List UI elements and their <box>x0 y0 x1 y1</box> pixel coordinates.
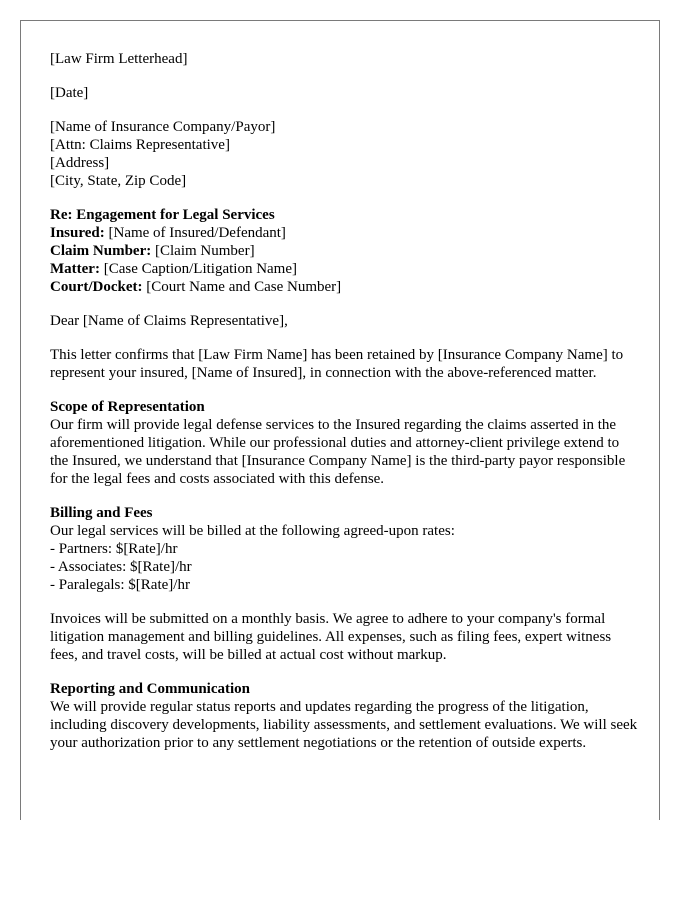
letter-body <box>50 50 640 768</box>
reporting-section <box>50 680 640 752</box>
intro-block <box>50 346 640 382</box>
re-court-value: [Court Name and Case Number] <box>146 279 342 295</box>
re-matter <box>50 260 640 278</box>
re-block <box>50 206 640 296</box>
date-block <box>50 84 640 102</box>
re-court-label: Court/Docket: <box>50 279 143 295</box>
recipient-city-state-zip: [City, State, Zip Code] <box>50 173 187 189</box>
salutation: Dear [Name of Claims Representative], <box>50 313 288 329</box>
billing-intro: Our legal services will be billed at the following agreed-upon rates: <box>50 523 455 539</box>
salutation-block <box>50 312 640 330</box>
re-claim <box>50 242 640 260</box>
re-claim-value: [Claim Number] <box>155 243 255 259</box>
invoices-block <box>50 610 640 664</box>
rate-associates: - Associates: $[Rate]/hr <box>50 559 192 575</box>
letterhead: [Law Firm Letterhead] <box>50 51 188 67</box>
re-insured-label: Insured: <box>50 225 105 241</box>
scope-heading: Scope of Representation <box>50 399 205 415</box>
rate-partners: - Partners: $[Rate]/hr <box>50 541 178 557</box>
rate-paralegals: - Paralegals: $[Rate]/hr <box>50 577 190 593</box>
billing-section <box>50 504 640 594</box>
letter-page <box>20 20 660 820</box>
re-claim-label: Claim Number: <box>50 243 152 259</box>
invoices-paragraph: Invoices will be submitted on a monthly basis. We agree to adhere to your company's formal litigation management and billing guidelines. All expenses, such as filing fees, expert witness fees, and travel costs, will be billed at actual cost without markup. <box>50 611 612 663</box>
re-subject: Re: Engagement for Legal Services <box>50 207 275 223</box>
reporting-heading: Reporting and Communication <box>50 681 251 697</box>
re-matter-label: Matter: <box>50 261 100 277</box>
recipient-address <box>50 118 640 190</box>
letterhead-block <box>50 50 640 68</box>
recipient-attn: [Attn: Claims Representative] <box>50 137 230 153</box>
re-insured <box>50 224 640 242</box>
recipient-company: [Name of Insurance Company/Payor] <box>50 119 276 135</box>
reporting-paragraph: We will provide regular status reports and updates regarding the progress of the litigation, including discovery developments, liability assessments, and settlement evaluations. We will seek your authorization prior to any settlement negotiations or the retention of outside experts. <box>50 699 638 751</box>
intro-paragraph: This letter confirms that [Law Firm Name] has been retained by [Insurance Company Name] to represent your insured, [Name of Insured], in connection with the above-referenced matter. <box>50 347 624 381</box>
re-court <box>50 278 640 296</box>
re-matter-value: [Case Caption/Litigation Name] <box>103 261 298 277</box>
letter-date: [Date] <box>50 85 89 101</box>
billing-heading: Billing and Fees <box>50 505 153 521</box>
scope-section <box>50 398 640 488</box>
recipient-address-line: [Address] <box>50 155 110 171</box>
scope-paragraph: Our firm will provide legal defense services to the Insured regarding the claims asserted in the aforementioned litigation. While our professional duties and attorney-client privilege extend to the Insured, we understand that [Insurance Company Name] is the third-party payor responsible for the legal fees and costs associated with this defense. <box>50 417 626 487</box>
re-insured-value: [Name of Insured/Defendant] <box>108 225 286 241</box>
